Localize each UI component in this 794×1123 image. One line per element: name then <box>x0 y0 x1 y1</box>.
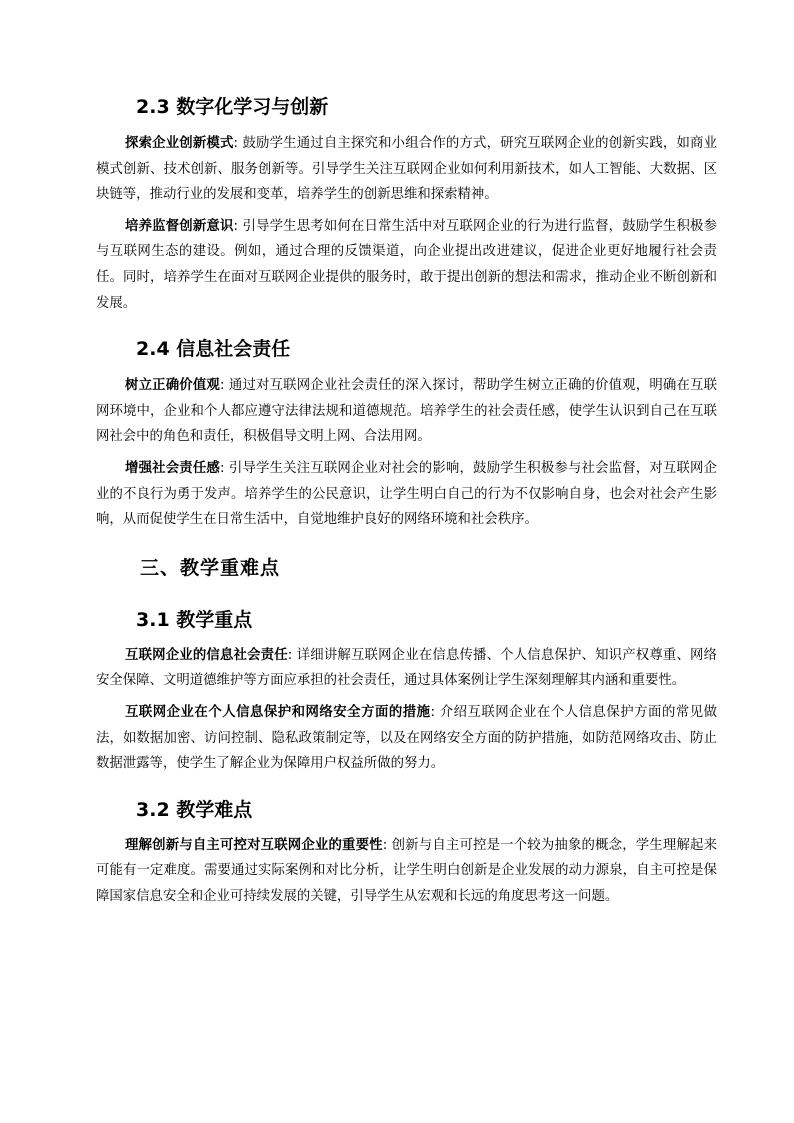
paragraph-difficulty <box>96 833 717 910</box>
heading-2-3: 2.3 数字化学习与创新 <box>136 96 329 118</box>
paragraph-supervise-innovation <box>96 214 717 316</box>
paragraph-lead: 探索企业创新模式 <box>125 136 234 151</box>
heading-3-2: 3.2 教学难点 <box>136 798 253 821</box>
paragraph-lead: 理解创新与自主可控对互联网企业的重要性 <box>125 837 383 853</box>
paragraph-lead: 互联网企业的信息社会责任 <box>125 647 288 663</box>
heading-section-3: 三、教学重难点 <box>140 556 281 579</box>
paragraph-lead: 培养监督创新意识 <box>125 218 234 234</box>
heading-2-4: 2.4 信息社会责任 <box>136 338 291 361</box>
document-page <box>96 88 717 909</box>
paragraph-key-measures <box>96 700 717 777</box>
paragraph-body: : 鼓励学生通过自主探究和小组合作的方式，研究互联网企业的创新实践，如商业模式创新、技术创新、服务创新等。引导学生关注互联网企业如何利用新技术，如人工智能、大数据、区块链等，推动行业的发展和变革，培养学生的创新思维和探索精神。 <box>96 136 718 203</box>
paragraph-lead: 增强社会责任感 <box>125 460 220 476</box>
paragraph-key-responsibility <box>96 643 717 694</box>
paragraph-body: : 引导学生思考如何在日常生活中对互联网企业的行为进行监督，鼓励学生积极参与互联网生态的建设。例如，通过合理的反馈渠道，向企业提出改进建议，促进企业更好地履行社会责任。同时，培养学生在面对互联网企业提供的服务时，敢于提出创新的想法和需求，推动企业不断创新和发展。 <box>96 218 718 311</box>
paragraph-lead: 互联网企业在个人信息保护和网络安全方面的措施 <box>125 704 431 720</box>
paragraph-body: : 介绍互联网企业在个人信息保护方面的常见做法，如数据加密、访问控制、隐私政策制定等，以及在网络安全方面的防护措施，如防范网络攻击、防止数据泄露等，使学生了解企业为保障用户权益所做的努力。 <box>96 704 717 772</box>
heading-3-1: 3.1 教学重点 <box>136 608 253 631</box>
paragraph-body: : 引导学生关注互联网企业对社会的影响，鼓励学生积极参与社会监督，对互联网企业的不良行为勇于发声。培养学生的公民意识，让学生明白自己的行为不仅影响自身，也会对社会产生影响，从而促使学生在日常生活中，自觉地维护良好的网络环境和社会秩序。 <box>96 460 718 528</box>
paragraph-values <box>96 373 717 450</box>
paragraph-body: : 详细讲解互联网企业在信息传播、个人信息保护、知识产权尊重、网络安全保障、文明道德维护等方面应承担的社会责任，通过具体案例让学生深刻理解其内涵和重要性。 <box>96 647 718 689</box>
paragraph-body: : 创新与自主可控是一个较为抽象的概念，学生理解起来可能有一定难度。需要通过实际案例和对比分析，让学生明白创新是企业发展的动力源泉，自主可控是保障国家信息安全和企业可持续发展的关键，引导学生从宏观和长远的角度思考这一问题。 <box>96 837 717 904</box>
paragraph-social-responsibility <box>96 456 717 533</box>
paragraph-explore-innovation <box>96 131 717 208</box>
paragraph-lead: 树立正确价值观 <box>125 378 220 394</box>
paragraph-body: : 通过对互联网企业社会责任的深入探讨，帮助学生树立正确的价值观，明确在互联网环境中，企业和个人都应遵守法律法规和道德规范。培养学生的社会责任感，使学生认识到自己在互联网社会中的角色和责任，积极倡导文明上网、合法用网。 <box>96 378 718 445</box>
